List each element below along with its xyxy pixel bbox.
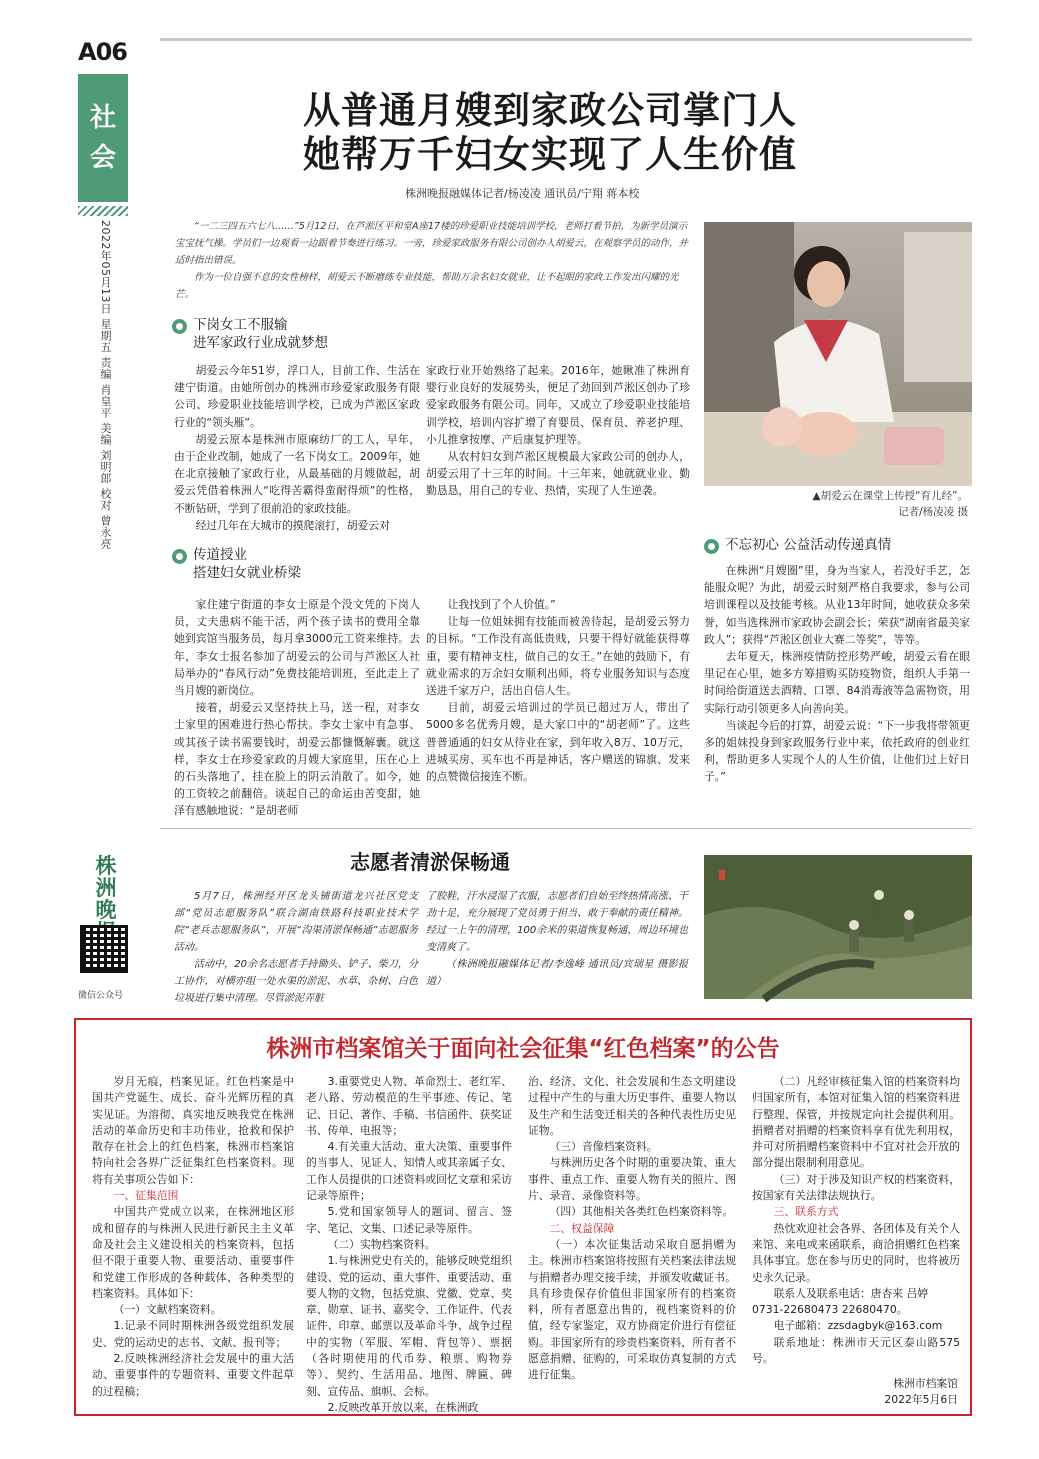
notice-paragraph: 1.与株洲党史有关的，能够反映党组织建设、党的运动、重大事件、重要活动、重要人物的文物，包括党旗、党徽、党章、奖章、勋章、证书、嘉奖令、工作证件、代表证件、印章、邮票以及革命斗争、战争过程中的实物（军服、军帽、背包等）、票据（各时期使用的代币券、粮票、购物券等）、契约、生活用品、地图、牌匾、碑刻、宣传品、旗帜、会标。 bbox=[306, 1254, 512, 1398]
notice-signature: 株洲市档案馆 bbox=[893, 1377, 958, 1390]
lead-paragraph bbox=[175, 218, 695, 303]
section-stripes bbox=[78, 206, 128, 216]
notice-paragraph: 3.重要党史人物、革命烈士、老红军、老八路、劳动模范的生平事迹、传记、笔记、日记、著作、手稿、书信函件、获奖证书、传单、电报等； bbox=[306, 1075, 512, 1137]
notice-paragraph: 1.记录不同时期株洲各级党组织发展史、党的运动史的志书、文献、报刊等； bbox=[92, 1319, 294, 1349]
paragraph: 从农村妇女到芦淞区规模最大家政公司的创办人，胡爱云用了十三年的时间。十三年来，她就就业业、勤勤恳恳，用自己的专业、热情，实现了人生逆袭。 bbox=[426, 450, 690, 498]
paragraph: 了胶鞋，汗水浸湿了衣服，志愿者们自始至终热情高涨、干劲十足，充分展现了党员勇于担当、敢于奉献的责任精神。经过一上午的清理，100余米的渠道恢复畅通，周边环境也变清爽了。 bbox=[426, 891, 688, 953]
volunteer-photo bbox=[704, 855, 972, 999]
notice-paragraph: （一）本次征集活动采取自愿捐赠为主。株洲市档案馆将按照有关档案法律法规与捐赠者办理交接手续，并颁发收藏证书。具有珍贵保存价值但非国家所有的档案资料，所有者愿意出售的，视档案资料的价值，经专家鉴定，双方协商定价进行有偿征购。非国家所有的珍贵档案资料，所有者不愿意捐赠、征购的，可采取仿真复制的方式进行征集。 bbox=[528, 1237, 736, 1382]
notice-paragraph: 热忱欢迎社会各界、各团体及有关个人来馆、来电或来函联系，商洽捐赠红色档案具体事宜。您在参与历史的同时，也将被历史永久记录。 bbox=[752, 1221, 960, 1284]
paragraph: 家政行业开始熟络了起来。2016年，她瞅准了株洲育婴行业良好的发展势头，便足了劲回到芦淞区创办了珍爱家政服务有限公司。同年，又成立了珍爱职业技能培训学校，培训内容扩增了育婴员、保育员、养老护理、小儿推拿按摩、产后康复护理等。 bbox=[426, 364, 690, 446]
logo-char: 洲 bbox=[95, 875, 117, 900]
notice-paragraph: （一）文献档案资料。 bbox=[113, 1303, 222, 1317]
ditch-cleanup-illustration bbox=[704, 855, 972, 999]
notice-date: 2022年5月6日 bbox=[884, 1393, 958, 1406]
notice-paragraph: 2.反映改革开放以来，在株洲政 bbox=[327, 1400, 479, 1414]
bullet-ring-icon bbox=[172, 549, 187, 564]
article-column bbox=[426, 596, 690, 824]
notice-paragraph: （三）音像档案资料。 bbox=[549, 1140, 658, 1154]
notice-column bbox=[752, 1074, 960, 1374]
qr-label: 微信公众号 bbox=[78, 991, 124, 1001]
notice-column bbox=[528, 1074, 736, 1410]
paragraph: 目前，胡爱云培训过的学员已超过万人，带出了5000多名优秀月嫂，是大家口中的“胡老师”了。这些普普通通的妇女从待业在家，到年收入8万、10万元，进城买房、买车也不再是神话，客户赠送的锦旗、发来的点赞微信接连不断。 bbox=[426, 701, 690, 784]
bullet-ring-icon bbox=[172, 319, 187, 334]
subhead-title: 传道授业 bbox=[193, 547, 247, 563]
paragraph: 经过几年在大城市的摸爬滚打，胡爱云对 bbox=[195, 518, 390, 532]
paragraph: 让我找到了个人价值。” bbox=[447, 598, 556, 611]
article-column bbox=[704, 562, 970, 824]
lead-text: “一二三四五六七八……”5月12日，在芦淞区平和堂A座17楼的珍爱职业技能培训学校，老师打着节拍，为新学员演示宝宝抚气操。学员们一边观看一边跟着节奏进行练习。一旁，珍爱家政服务有限公司创办人胡爱云，在观察学员的动作，并适时指出错误。 bbox=[175, 221, 689, 266]
section-char: 会 bbox=[89, 143, 116, 173]
paragraph: 胡爱云原本是株洲市原麻纺厂的工人，早年，由于企业改制，她成了一名下岗女工。2009年，她在北京接触了家政行业，从最基础的月嫂做起，胡爱云凭借着株洲人“吃得苦霸得蛮耐得烦”的性格，不断钻研，学到了很前沿的家政技能。 bbox=[174, 432, 420, 515]
section-char: 社 bbox=[89, 103, 116, 133]
section-tab bbox=[78, 74, 128, 202]
notice-paragraph: 4.有关重大活动、重大决策、重要事件的当事人、见证人、知情人或其亲属子女、工作人员提供的口述资料或回忆文章和采访记录等原件； bbox=[306, 1140, 512, 1203]
volunteer-column bbox=[174, 888, 418, 1004]
byline: 株洲晚报融媒体记者/杨凌凌 通讯员/宁翔 蒋本校 bbox=[405, 187, 640, 200]
notice-paragraph: （二）凡经审核征集入馆的档案资料均归国家所有，本馆对征集入馆的档案资料进行整理、保管，并按规定向社会提供利用。捐赠者对捐赠的档案资料享有优先利用权，并可对所捐赠档案资料中不宜对社会开放的部分提出限制利用意见。 bbox=[752, 1075, 960, 1170]
notice-column bbox=[306, 1074, 512, 1414]
lead-text: 作为一位自强不息的女性榜样，胡爱云不断磨练专业技能，帮助万余名妇女就业，让不起眼的家政工作发出闪耀的光芒。 bbox=[175, 272, 679, 300]
top-rule bbox=[160, 38, 972, 41]
article-column bbox=[426, 362, 690, 530]
bullet-ring-icon bbox=[704, 539, 719, 554]
article-column bbox=[174, 362, 420, 530]
notice-heading: 一、征集范围 bbox=[113, 1189, 179, 1203]
paragraph: 胡爱云今年51岁，浮口人，目前工作、生活在建宁街道。由她所创办的株洲市珍爱家政服务有限公司、珍爱职业技能培训学校，已成为芦淞区家政行业的“领头雁”。 bbox=[174, 364, 420, 429]
subhead-1 bbox=[172, 316, 328, 352]
qr-code-icon[interactable] bbox=[80, 925, 128, 973]
subhead-subtitle: 进军家政行业成就梦想 bbox=[193, 335, 328, 351]
subhead-3 bbox=[704, 536, 891, 554]
notice-paragraph: 5.党和国家领导人的题词、留言、签字、笔记、文集、口述记录等原件。 bbox=[306, 1205, 512, 1235]
article-column bbox=[174, 596, 420, 824]
notice-paragraph: 2.反映株洲经济社会发展中的重大活动、重要事件的专题资料、重要文件起草的过程稿； bbox=[92, 1352, 294, 1398]
notice-heading: 三、联系方式 bbox=[773, 1205, 839, 1219]
notice-paragraph: 联系地址：株洲市天元区泰山路575号。 bbox=[752, 1335, 960, 1366]
subhead-subtitle: 搭建妇女就业桥梁 bbox=[193, 565, 301, 581]
notice-heading: 二、权益保障 bbox=[549, 1221, 615, 1235]
subhead-title: 不忘初心 公益活动传递真情 bbox=[725, 537, 892, 553]
volunteer-headline: 志愿者清淤保畅通 bbox=[350, 850, 510, 874]
notice-column bbox=[92, 1074, 294, 1410]
subhead-title: 下岗女工不服输 bbox=[193, 317, 288, 333]
notice-paragraph: （三）对于涉及知识产权的档案资料，按国家有关法律法规执行。 bbox=[752, 1172, 960, 1203]
headline-line-1: 从普通月嫂到家政公司掌门人 bbox=[303, 89, 797, 132]
notice-paragraph: 0731-22680473 22680470。 bbox=[752, 1303, 908, 1317]
paragraph: 当谈起今后的打算，胡爱云说：“下一步我将带领更多的姐妹投身到家政服务行业中来，依托政府的创业红利，帮助更多人实现个人的人生价值，让他们过上好日子。” bbox=[704, 718, 970, 784]
notice-paragraph: （四）其他相关各类红色档案资料等。 bbox=[549, 1205, 734, 1219]
notice-paragraph: 治、经济、文化、社会发展和生态文明建设过程中产生的与重大历史事件、重要人物以及生产和生活变迁相关的各种代表性历史见证物。 bbox=[528, 1075, 736, 1137]
paragraph: 让每一位姐妹拥有技能而被善待起，是胡爱云努力的目标。“工作没有高低贵贱，只要干得好就能获得尊重，要有精神支柱，做自己的女王。”在她的鼓励下，有就业需求的万余妇女顺利出师，将专业服务知识与态度送进千家万户，活出自信人生。 bbox=[426, 615, 690, 698]
date-line: 2022年05月13日 星期五 责编 肖皇平 美编 刘明郎 校对 曾永亮 bbox=[99, 220, 112, 550]
notice-paragraph: 联系人及联系电话：唐杏来 吕婷 bbox=[773, 1286, 929, 1300]
paragraph: 家住建宁街道的李女士原是个没文凭的下岗人员，丈夫患病不能干活，两个孩子读书的费用全靠她到宾馆当服务员，每月拿3000元工资来维持。去年，李女士报名参加了胡爱云的公司与芦淞区人社局举办的“春风行动”免费技能培训班，至此走上了当月嫂的新岗位。 bbox=[174, 598, 420, 698]
paragraph: 活动中，20余名志愿者手持锄头、铲子、柴刀，分工协作，对横亦组一处水渠的淤泥、水草、杂树、白色垃圾进行集中清理。尽管淤泥弄脏 bbox=[174, 959, 418, 1004]
paragraph: 接着，胡爱云又坚持扶上马，送一程，对李女士家里的困难进行热心帮扶。李女士家中有急事、或其孩子读书需要钱时，胡爱云都慷慨解囊。就这样，李女士在珍爱家政的月嫂大家庭里，压在心上的石头落地了，挂在脸上的阴云消散了。如今，她的工资较之前翻倍。谈起自己的命运由苦变甜，她泽有感触地说：“是胡老师 bbox=[174, 701, 420, 818]
article-photo bbox=[704, 222, 972, 486]
volunteer-column bbox=[426, 888, 688, 998]
paragraph: （株洲晚报融媒体记者/李逸峰 通讯员/宾瑞星 摄影报道） bbox=[426, 959, 688, 987]
photo-credit: 记者/杨凌凌 摄 bbox=[898, 506, 968, 518]
page-number: A06 bbox=[78, 38, 127, 66]
logo-char: 株 bbox=[95, 853, 117, 878]
notice-paragraph: 与株洲历史各个时期的重要决策、重大事件、重点工作、重要人物有关的照片、图片、录音、录像资料等。 bbox=[528, 1156, 736, 1203]
headline-line-2: 她帮万千妇女实现了人生价值 bbox=[303, 133, 797, 176]
notice-paragraph: 岁月无痕，档案见证。红色档案是中国共产党诞生、成长、奋斗光辉历程的真实见证。为溶彻、真实地反映我党在株洲活动的革命历史和丰功伟业，抢救和保护散存在社会上的红色档案，株洲市档案馆特向社会各界广泛征集红色档案资料。现将有关事项公告如下： bbox=[92, 1075, 294, 1186]
notice-paragraph: （二）实物档案资料。 bbox=[327, 1237, 436, 1251]
photo-caption: ▲胡爱云在课堂上传授“育儿经”。 bbox=[812, 490, 968, 502]
notice-paragraph: 电子邮箱：zzsdagbyk@163.com bbox=[773, 1319, 943, 1333]
logo-char: 晚 bbox=[95, 897, 117, 922]
notice-title: 株洲市档案馆关于面向社会征集“红色档案”的公告 bbox=[266, 1036, 780, 1062]
section-divider bbox=[160, 828, 972, 829]
paragraph: 去年夏天，株洲疫情防控形势严峻，胡爱云看在眼里记在心里，她多方筹措购买防疫物资，组织人手第一时间给街道送去酒精、口罩、84消毒液等急需物资，用实际行动引领更多人向善向美。 bbox=[704, 650, 970, 715]
paragraph: 在株洲“月嫂圈”里，身为当家人，若没好手艺，怎能服众呢？为此，胡爱云时刻严格自我要求，参与公司培训课程以及技能考核。从业13年时间，她收获众多荣誉，如当选株洲市家政协会副会长；荣获“湖南省最美家政人”；获得“芦淞区创业大赛二等奖”，等等。 bbox=[704, 564, 970, 646]
subhead-2 bbox=[172, 546, 301, 582]
teacher-photo-illustration bbox=[704, 222, 972, 486]
notice-paragraph: 中国共产党成立以来，在株洲地区形成和留存的与株洲人民进行新民主主义革命及社会主义建设相关的档案资料，包括但不限于重要人物、重要活动、重要事件和党建工作形成的各种载体、各种类型的档案资料。具体如下： bbox=[92, 1205, 294, 1300]
paragraph: 5月7日，株洲经开区龙头铺街道龙兴社区党支部“党员志愿服务队”联合湖南铁路科技职业技术学院“老兵志愿服务队”，开展“沟渠清淤保畅通”志愿服务活动。 bbox=[174, 891, 418, 953]
